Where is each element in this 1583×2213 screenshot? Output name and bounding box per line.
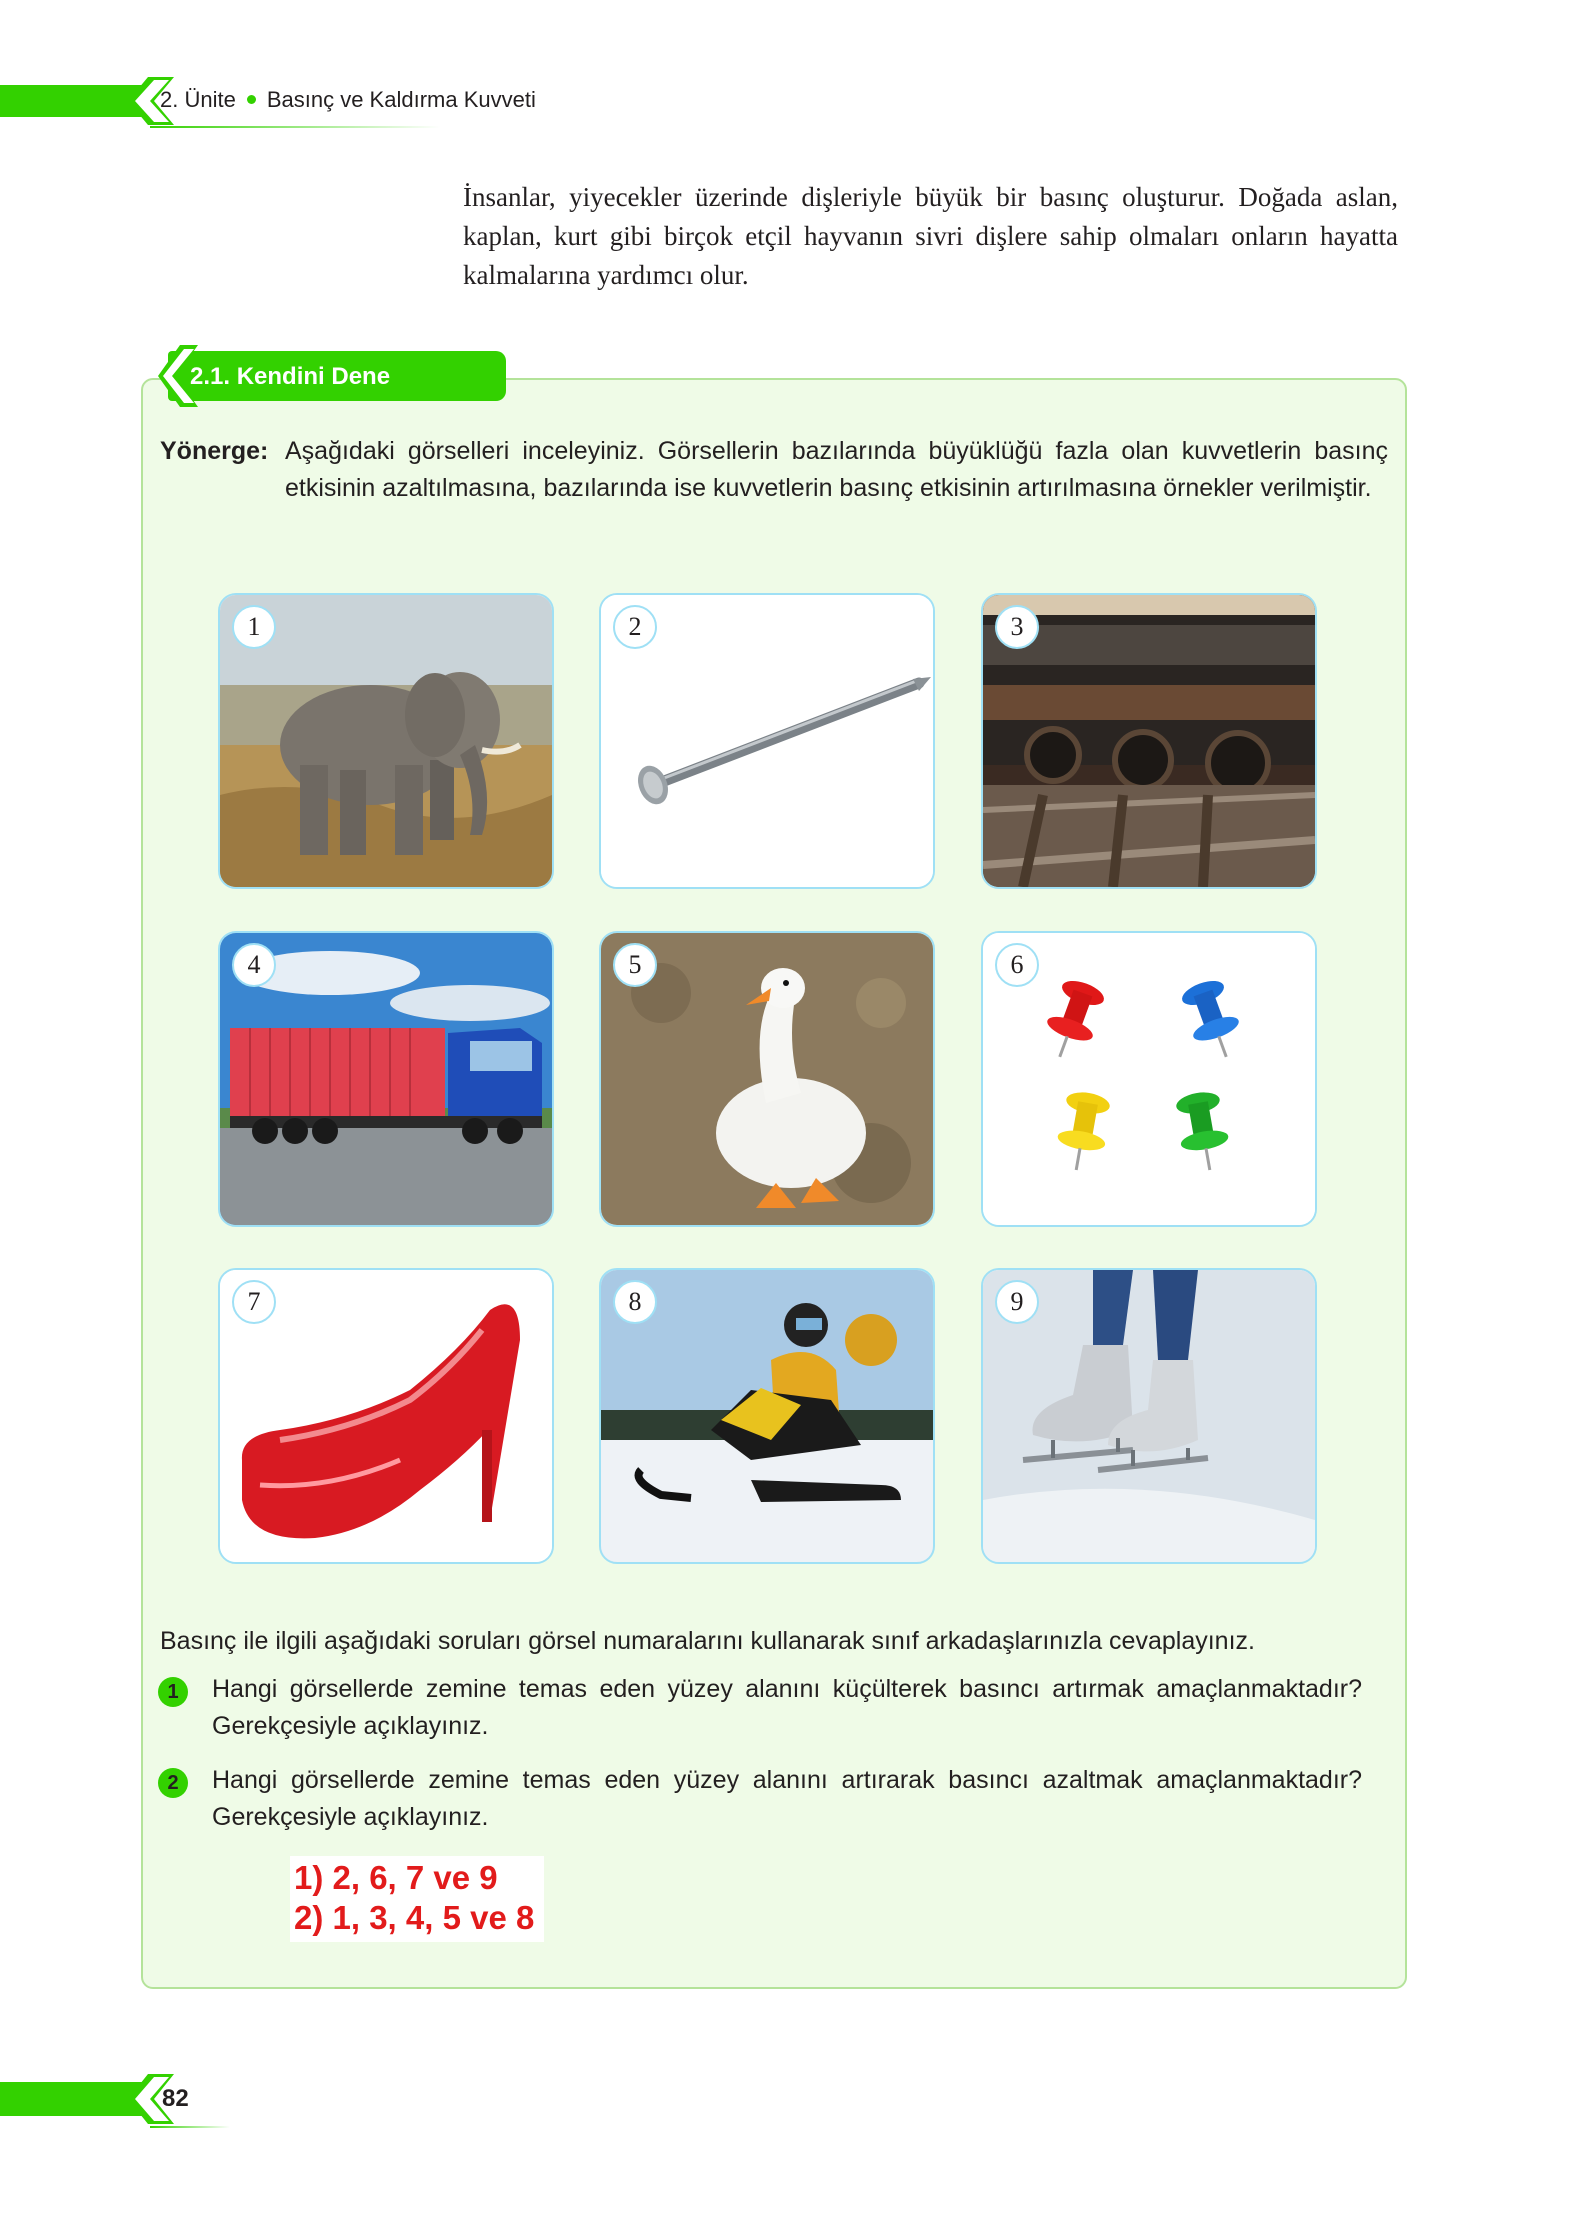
header-underline — [150, 126, 440, 128]
image-card-5 — [599, 931, 935, 1227]
image-card-8 — [599, 1268, 935, 1564]
image-card-3 — [981, 593, 1317, 889]
running-header — [160, 87, 536, 113]
footer-underline — [150, 2126, 230, 2128]
image-card-9 — [981, 1268, 1317, 1564]
footer-accent-bar — [0, 2082, 148, 2116]
header-accent-bar — [0, 85, 148, 117]
instruction-text: Aşağıdaki görselleri inceleyiniz. Görsellerin bazılarında büyüklüğü fazla olan kuvvetlerin basınç etkisinin azaltılmasına, bazılarında ise kuvvetlerin basınç etkisinin artırılmasına örnekler verilmiştir. — [285, 437, 1388, 502]
image-number-4: 4 — [232, 943, 276, 987]
image-number-3: 3 — [995, 605, 1039, 649]
image-number-6: 6 — [995, 943, 1039, 987]
bullet-dot-icon — [247, 95, 256, 104]
image-card-7 — [218, 1268, 554, 1564]
image-number-2: 2 — [613, 605, 657, 649]
image-card-2 — [599, 593, 935, 889]
page-number: 82 — [162, 2085, 189, 2112]
questions-intro: Basınç ile ilgili aşağıdaki soruları görsel numaralarını kullanarak sınıf arkadaşlarınızla cevaplayınız. — [160, 1627, 1255, 1655]
handwritten-answers — [290, 1856, 544, 1942]
image-card-4 — [218, 931, 554, 1227]
answer-1: 1) 2, 6, 7 ve 9 — [294, 1859, 498, 1896]
question-number-1: 1 — [158, 1677, 188, 1707]
image-number-1: 1 — [232, 605, 276, 649]
image-number-5: 5 — [613, 943, 657, 987]
unit-title: Basınç ve Kaldırma Kuvveti — [266, 87, 536, 112]
instruction-label: Yönerge: — [160, 437, 269, 465]
image-number-8: 8 — [613, 1280, 657, 1324]
question-text-2: Hangi görsellerde zemine temas eden yüzey alanını artırarak basıncı azaltmak amaçlanmaktadır? Gerekçesiyle açıklayınız. — [212, 1766, 1362, 1831]
question-number-2: 2 — [158, 1768, 188, 1798]
instruction — [160, 433, 1388, 507]
image-card-1 — [218, 593, 554, 889]
question-text-1: Hangi görsellerde zemine temas eden yüzey alanını küçülterek basıncı artırmak amaçlanmaktadır? Gerekçesiyle açıklayınız. — [212, 1675, 1362, 1740]
intro-paragraph: İnsanlar, yiyecekler üzerinde dişleriyle büyük bir basınç oluşturur. Doğada aslan, kaplan, kurt gibi birçok etçil hayvanın sivri dişlere sahip olmaları onların hayatta kalmalarına yardımcı olur. — [463, 182, 1398, 290]
activity-title: 2.1. Kendini Dene — [190, 363, 391, 390]
answer-2: 2) 1, 3, 4, 5 ve 8 — [294, 1899, 535, 1936]
image-number-7: 7 — [232, 1280, 276, 1324]
image-number-9: 9 — [995, 1280, 1039, 1324]
unit-label: 2. Ünite — [160, 87, 236, 112]
image-card-6 — [981, 931, 1317, 1227]
